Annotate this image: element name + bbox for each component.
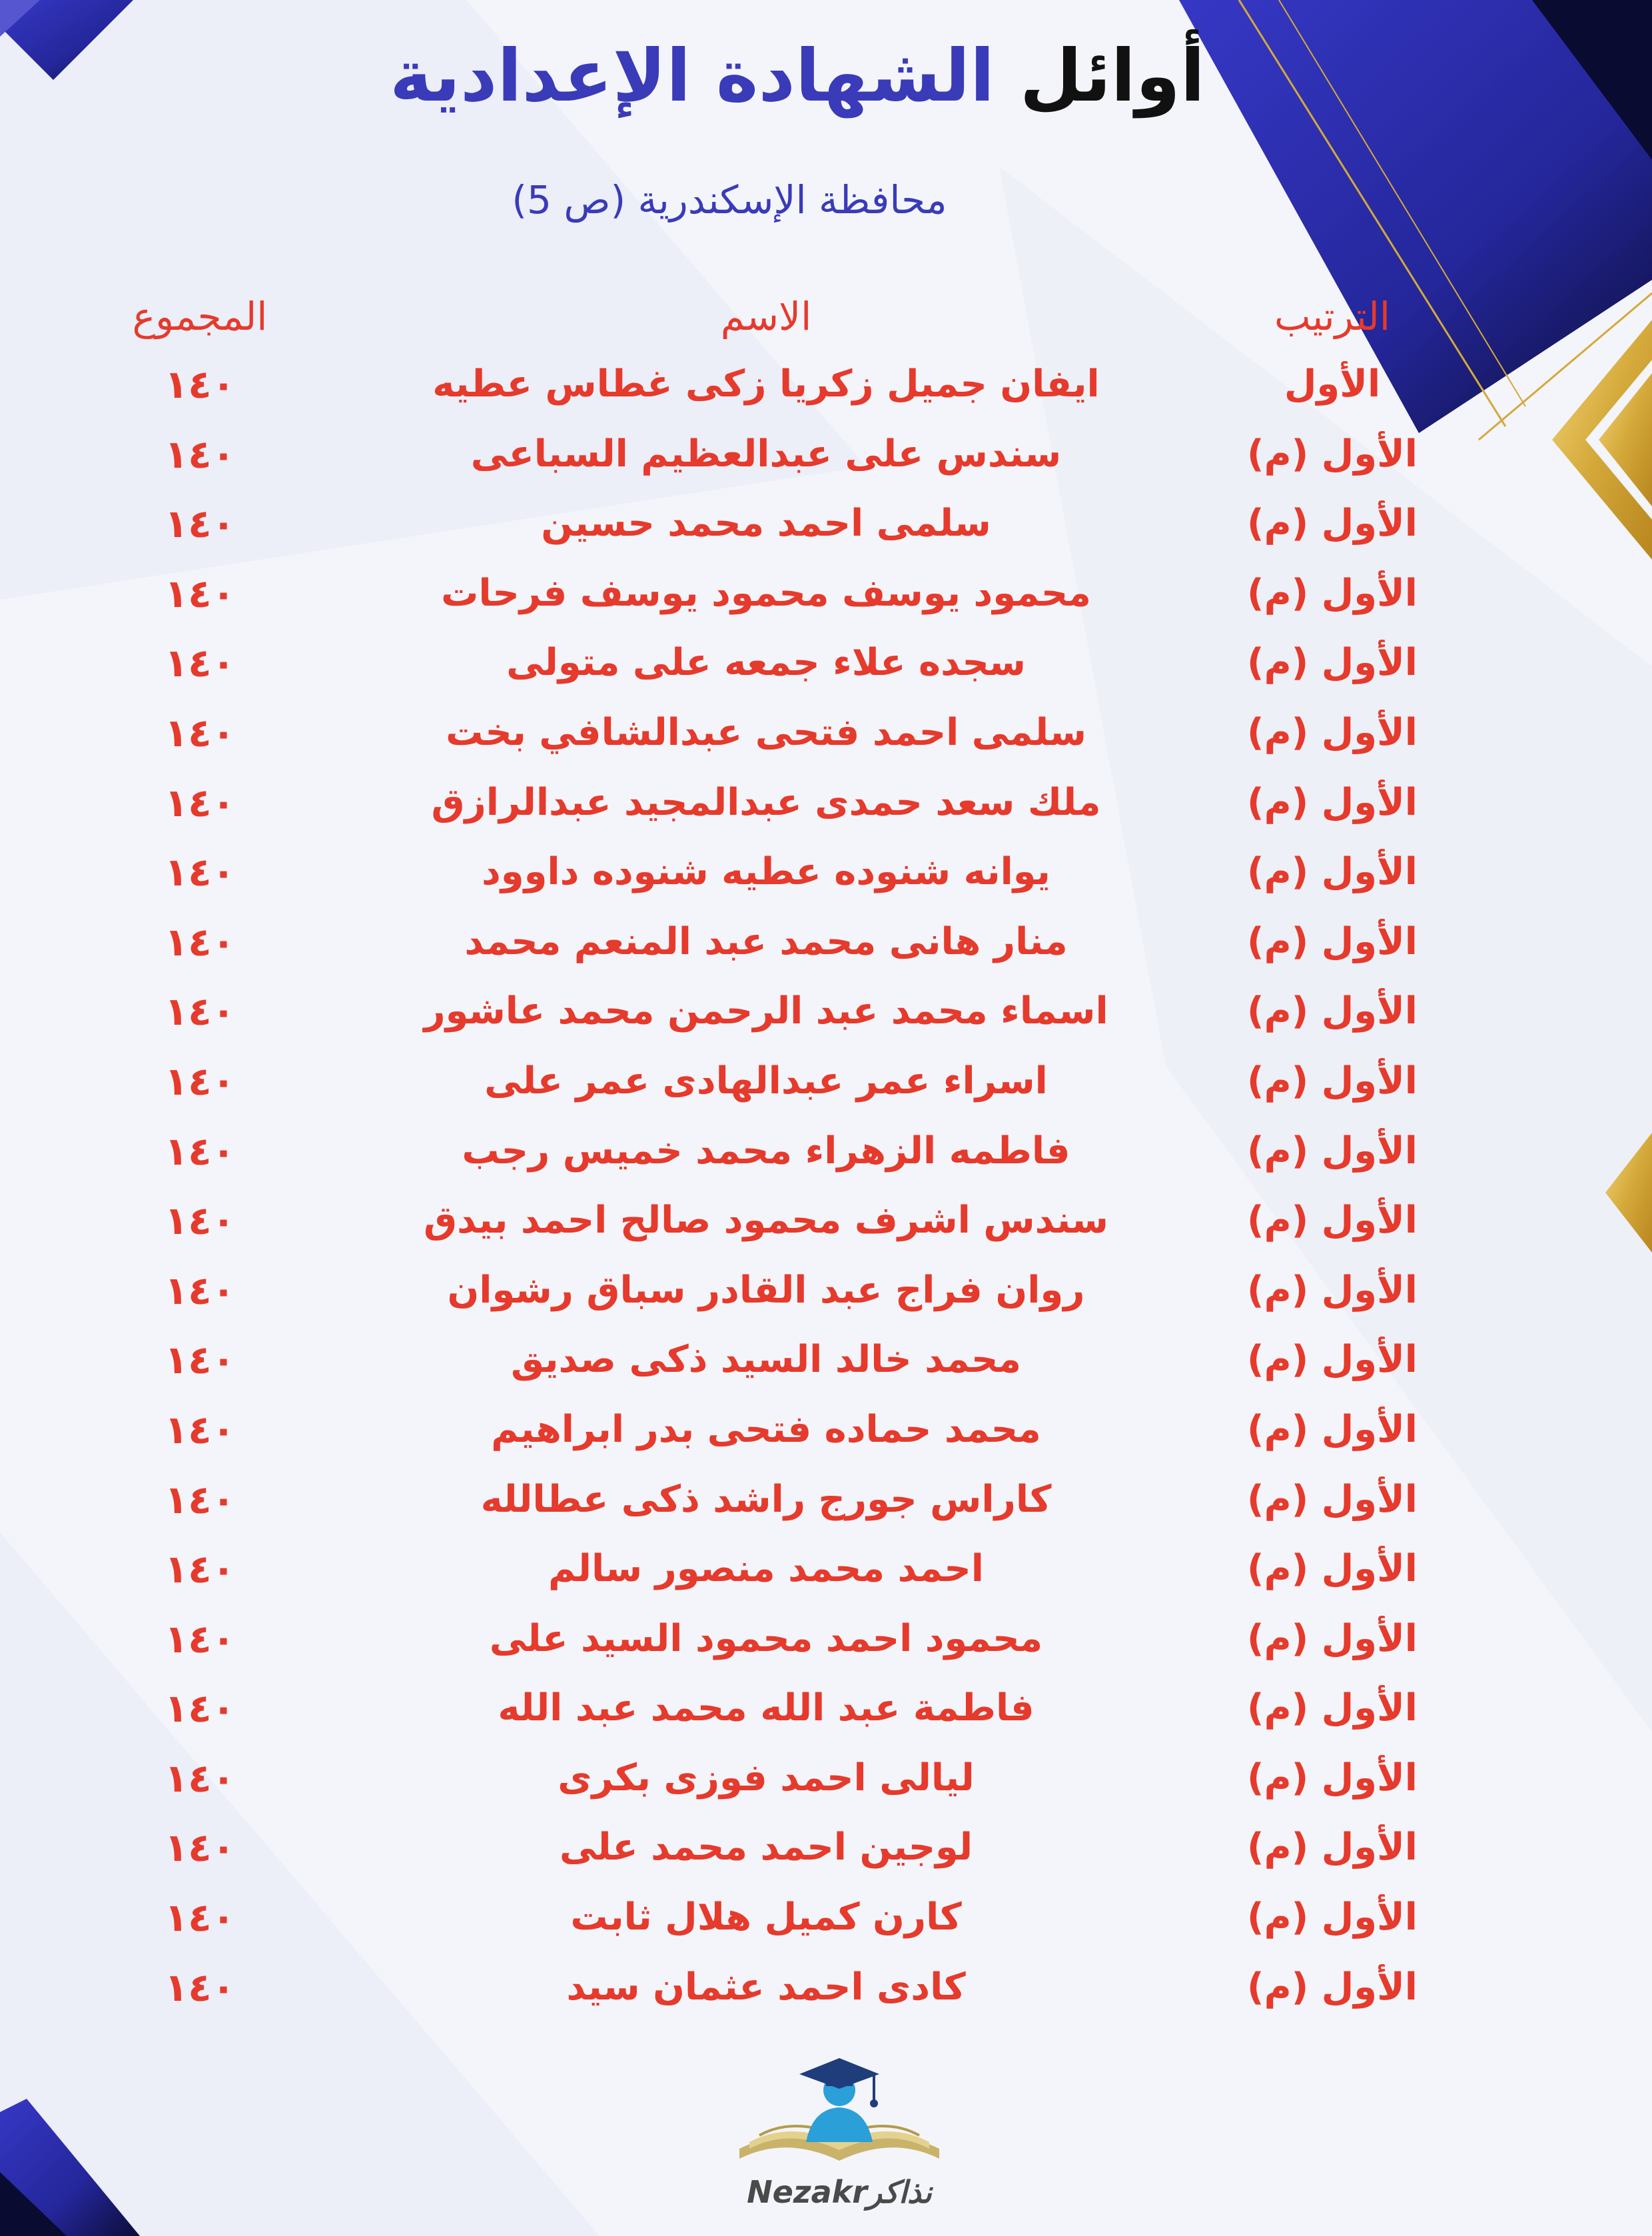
table-row xyxy=(0,1674,1652,1744)
name-cell: احمد محمد منصور سالم xyxy=(548,1547,984,1591)
page-title xyxy=(0,27,1652,127)
total-cell: ١٤٠ xyxy=(164,1825,236,1871)
total-cell: ١٤٠ xyxy=(164,1686,236,1732)
table-row xyxy=(0,1744,1652,1814)
title-part-1: أوائل xyxy=(1019,35,1205,118)
name-cell: محمد حماده فتحى بدر ابراهيم xyxy=(491,1407,1041,1451)
table-row xyxy=(0,1883,1652,1953)
table-row xyxy=(0,1047,1652,1117)
rank-cell: الأول (م) xyxy=(1246,780,1418,824)
rank-cell: الأول (م) xyxy=(1246,850,1418,894)
name-cell: ايفان جميل زكريا زكى غطاس عطيه xyxy=(432,362,1100,406)
rank-cell: الأول (م) xyxy=(1246,1547,1418,1591)
name-cell: كاراس جورج راشد ذكى عطالله xyxy=(480,1477,1052,1521)
name-cell: ليالى احمد فوزى بكرى xyxy=(558,1756,975,1800)
table-row xyxy=(0,1395,1652,1465)
name-cell: يوانه شنوده عطيه شنوده داوود xyxy=(482,850,1050,894)
table-row xyxy=(0,698,1652,768)
table-row xyxy=(0,559,1652,629)
total-cell: ١٤٠ xyxy=(164,1616,236,1662)
rank-cell: الأول (م) xyxy=(1246,1129,1418,1173)
total-cell: ١٤٠ xyxy=(164,501,236,547)
total-cell: ١٤٠ xyxy=(164,1895,236,1941)
name-cell: روان فراج عبد القادر سباق رشوان xyxy=(447,1268,1085,1312)
table-row xyxy=(0,1813,1652,1883)
name-cell: سلمى احمد فتحى عبدالشافي بخت xyxy=(446,710,1086,754)
name-cell: محمود احمد محمود السيد على xyxy=(489,1616,1043,1660)
rank-cell: الأول (م) xyxy=(1246,1338,1418,1382)
table-row xyxy=(0,1186,1652,1256)
rank-cell: الأول (م) xyxy=(1246,1616,1418,1660)
rank-cell: الأول (م) xyxy=(1246,1199,1418,1243)
header-name: الاسم xyxy=(720,294,812,339)
name-cell: منار هانى محمد عبد المنعم محمد xyxy=(464,919,1068,963)
rank-cell: الأول (م) xyxy=(1246,571,1418,615)
rank-cell: الأول (م) xyxy=(1246,710,1418,754)
rank-cell: الأول (م) xyxy=(1246,989,1418,1033)
rank-cell: الأول (م) xyxy=(1246,1059,1418,1103)
table-row xyxy=(0,1953,1652,2023)
rank-cell: الأول (م) xyxy=(1246,1896,1418,1940)
logo-text: Nezakrنذاكر xyxy=(747,2174,932,2210)
table-row xyxy=(0,628,1652,698)
total-cell: ١٤٠ xyxy=(164,362,236,407)
rank-cell: الأول (م) xyxy=(1246,1756,1418,1800)
table-row xyxy=(0,420,1652,490)
name-cell: ملك سعد حمدى عبدالمجيد عبدالرازق xyxy=(431,780,1101,824)
total-cell: ١٤٠ xyxy=(164,780,236,826)
name-cell: لوجين احمد محمد على xyxy=(559,1826,973,1870)
rank-cell: الأول (م) xyxy=(1246,1826,1418,1870)
name-cell: سجده علاء جمعه على متولى xyxy=(506,641,1026,685)
table-row xyxy=(0,1256,1652,1326)
rank-cell: الأول (م) xyxy=(1246,1477,1418,1521)
total-cell: ١٤٠ xyxy=(164,1128,236,1174)
total-cell: ١٤٠ xyxy=(164,1476,236,1522)
rank-cell: الأول (م) xyxy=(1246,1686,1418,1730)
table-row xyxy=(0,907,1652,977)
total-cell: ١٤٠ xyxy=(164,640,236,686)
total-cell: ١٤٠ xyxy=(164,989,236,1035)
total-cell: ١٤٠ xyxy=(164,1058,236,1104)
page-subtitle: محافظة الإسكندرية (ص 5) xyxy=(512,177,947,223)
total-cell: ١٤٠ xyxy=(164,1267,236,1313)
total-cell: ١٤٠ xyxy=(164,1964,236,2010)
name-cell: فاطمه الزهراء محمد خميس رجب xyxy=(462,1129,1070,1173)
results-table xyxy=(0,350,1652,2022)
table-row xyxy=(0,977,1652,1047)
rank-cell: الأول (م) xyxy=(1246,1965,1418,2009)
name-cell: محمود يوسف محمود يوسف فرحات xyxy=(441,571,1091,615)
table-row xyxy=(0,350,1652,420)
name-cell: سندس على عبدالعظيم السباعى xyxy=(470,432,1062,476)
total-cell: ١٤٠ xyxy=(164,1198,236,1244)
name-cell: اسراء عمر عبدالهادى عمر على xyxy=(484,1059,1048,1103)
table-row xyxy=(0,1325,1652,1395)
rank-cell: الأول (م) xyxy=(1246,641,1418,685)
name-cell: كادى احمد عثمان سيد xyxy=(566,1965,966,2009)
table-row xyxy=(0,1534,1652,1604)
rank-cell: الأول (م) xyxy=(1246,432,1418,476)
title-part-2: الشهادة الإعدادية xyxy=(390,35,995,118)
table-row xyxy=(0,1117,1652,1187)
table-row xyxy=(0,1465,1652,1535)
rank-cell: الأول (م) xyxy=(1246,502,1418,546)
table-row xyxy=(0,768,1652,838)
name-cell: كارن كميل هلال ثابت xyxy=(570,1896,962,1940)
table-row xyxy=(0,489,1652,559)
rank-cell: الأول (م) xyxy=(1246,1268,1418,1312)
name-cell: سندس اشرف محمود صالح احمد بيدق xyxy=(424,1199,1108,1243)
name-cell: سلمى احمد محمد حسين xyxy=(541,502,991,546)
total-cell: ١٤٠ xyxy=(164,1755,236,1801)
name-cell: اسماء محمد عبد الرحمن محمد عاشور xyxy=(424,989,1108,1033)
total-cell: ١٤٠ xyxy=(164,919,236,965)
table-row xyxy=(0,1604,1652,1674)
header-total: المجموع xyxy=(132,294,268,339)
total-cell: ١٤٠ xyxy=(164,849,236,895)
table-row xyxy=(0,838,1652,907)
total-cell: ١٤٠ xyxy=(164,431,236,477)
total-cell: ١٤٠ xyxy=(164,1406,236,1452)
rank-cell: الأول xyxy=(1284,362,1381,406)
total-cell: ١٤٠ xyxy=(164,570,236,616)
rank-cell: الأول (م) xyxy=(1246,1407,1418,1451)
name-cell: محمد خالد السيد ذكى صديق xyxy=(510,1338,1021,1382)
total-cell: ١٤٠ xyxy=(164,1546,236,1592)
total-cell: ١٤٠ xyxy=(164,1337,236,1383)
total-cell: ١٤٠ xyxy=(164,710,236,756)
name-cell: فاطمة عبد الله محمد عبد الله xyxy=(498,1686,1034,1730)
header-rank: الترتيب xyxy=(1274,294,1390,339)
rank-cell: الأول (م) xyxy=(1246,919,1418,963)
